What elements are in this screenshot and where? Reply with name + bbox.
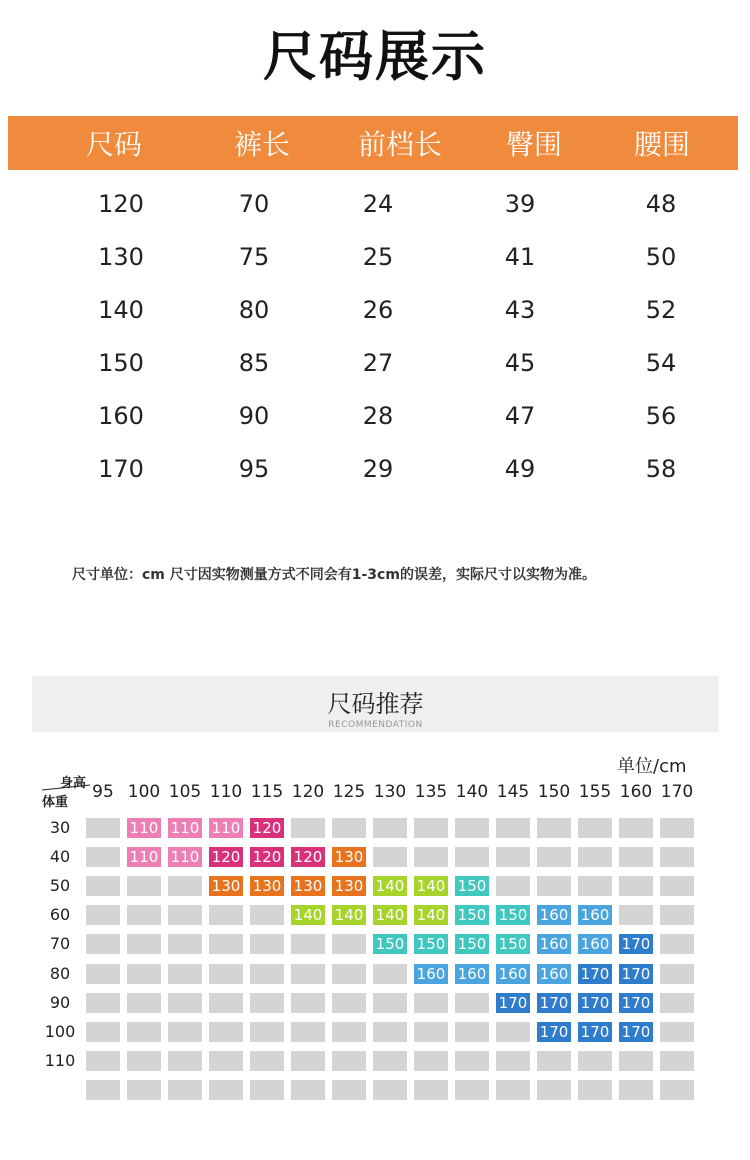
empty-cell bbox=[660, 876, 694, 896]
weight-label: 110 bbox=[44, 1050, 76, 1070]
empty-cell bbox=[291, 1022, 325, 1042]
header-size: 尺码 bbox=[86, 128, 143, 161]
empty-cell bbox=[373, 1051, 407, 1071]
table-cell: 85 bbox=[238, 348, 270, 377]
height-label: 120 bbox=[291, 782, 325, 802]
size-cell-170: 170 bbox=[537, 1022, 571, 1042]
table-row bbox=[8, 177, 738, 230]
empty-cell bbox=[127, 964, 161, 984]
empty-cell bbox=[578, 818, 612, 838]
size-cell-170: 170 bbox=[496, 993, 530, 1013]
empty-cell bbox=[373, 1080, 407, 1100]
empty-cell bbox=[291, 993, 325, 1013]
size-cell-160: 160 bbox=[537, 964, 571, 984]
weight-label: 60 bbox=[49, 905, 71, 925]
empty-cell bbox=[537, 876, 571, 896]
table-cell: 39 bbox=[504, 189, 536, 218]
empty-cell bbox=[291, 818, 325, 838]
empty-cell bbox=[250, 934, 284, 954]
size-cell-150: 150 bbox=[373, 934, 407, 954]
empty-cell bbox=[127, 1022, 161, 1042]
weight-label: 50 bbox=[49, 876, 71, 896]
empty-cell bbox=[578, 1080, 612, 1100]
header-hip: 臀围 bbox=[506, 128, 563, 161]
table-cell: 54 bbox=[645, 348, 677, 377]
empty-cell bbox=[168, 993, 202, 1013]
table-cell: 50 bbox=[645, 242, 677, 271]
size-cell-160: 160 bbox=[578, 934, 612, 954]
empty-cell bbox=[332, 934, 366, 954]
empty-cell bbox=[455, 993, 489, 1013]
size-cell-160: 160 bbox=[537, 905, 571, 925]
empty-cell bbox=[86, 876, 120, 896]
empty-cell bbox=[537, 1080, 571, 1100]
height-label: 100 bbox=[127, 782, 161, 802]
empty-cell bbox=[619, 1080, 653, 1100]
empty-cell bbox=[168, 1080, 202, 1100]
size-cell-130: 130 bbox=[332, 876, 366, 896]
table-cell: 28 bbox=[362, 401, 394, 430]
empty-cell bbox=[209, 1080, 243, 1100]
empty-cell bbox=[455, 847, 489, 867]
recommendation-subtitle: RECOMMENDATION bbox=[328, 720, 423, 730]
size-cell-110: 110 bbox=[127, 818, 161, 838]
size-cell-170: 170 bbox=[619, 934, 653, 954]
empty-cell bbox=[209, 1051, 243, 1071]
empty-cell bbox=[414, 818, 448, 838]
empty-cell bbox=[86, 847, 120, 867]
empty-cell bbox=[660, 847, 694, 867]
table-row bbox=[8, 389, 738, 442]
height-label: 110 bbox=[209, 782, 243, 802]
table-cell: 25 bbox=[362, 242, 394, 271]
size-cell-130: 130 bbox=[209, 876, 243, 896]
empty-cell bbox=[86, 905, 120, 925]
size-cell-140: 140 bbox=[291, 905, 325, 925]
size-cell-130: 130 bbox=[250, 876, 284, 896]
size-cell-170: 170 bbox=[537, 993, 571, 1013]
size-cell-160: 160 bbox=[414, 964, 448, 984]
height-label: 95 bbox=[92, 782, 114, 802]
empty-cell bbox=[414, 1080, 448, 1100]
table-cell: 120 bbox=[98, 189, 144, 218]
empty-cell bbox=[455, 818, 489, 838]
table-cell: 26 bbox=[362, 295, 394, 324]
size-table-body bbox=[8, 177, 738, 495]
empty-cell bbox=[332, 964, 366, 984]
empty-cell bbox=[496, 876, 530, 896]
size-cell-170: 170 bbox=[619, 1022, 653, 1042]
empty-cell bbox=[168, 905, 202, 925]
empty-cell bbox=[496, 818, 530, 838]
empty-cell bbox=[619, 876, 653, 896]
empty-cell bbox=[373, 1022, 407, 1042]
table-cell: 43 bbox=[504, 295, 536, 324]
corner-height-label: 身高 bbox=[59, 776, 86, 791]
table-cell: 27 bbox=[362, 348, 394, 377]
empty-cell bbox=[250, 1022, 284, 1042]
empty-cell bbox=[537, 847, 571, 867]
table-cell: 160 bbox=[98, 401, 144, 430]
empty-cell bbox=[578, 876, 612, 896]
empty-cell bbox=[537, 818, 571, 838]
table-cell: 170 bbox=[98, 454, 144, 483]
empty-cell bbox=[291, 964, 325, 984]
empty-cell bbox=[86, 934, 120, 954]
size-cell-140: 140 bbox=[414, 876, 448, 896]
empty-cell bbox=[414, 993, 448, 1013]
empty-cell bbox=[660, 818, 694, 838]
recommendation-title: 尺码推荐 bbox=[327, 690, 424, 718]
table-cell: 47 bbox=[504, 401, 536, 430]
weight-label: 70 bbox=[49, 934, 71, 954]
empty-cell bbox=[291, 1080, 325, 1100]
size-cell-150: 150 bbox=[414, 934, 448, 954]
table-cell: 29 bbox=[362, 454, 394, 483]
empty-cell bbox=[373, 847, 407, 867]
empty-cell bbox=[332, 1080, 366, 1100]
table-cell: 56 bbox=[645, 401, 677, 430]
table-cell: 49 bbox=[504, 454, 536, 483]
empty-cell bbox=[332, 1022, 366, 1042]
empty-cell bbox=[127, 993, 161, 1013]
empty-cell bbox=[86, 1022, 120, 1042]
table-cell: 90 bbox=[238, 401, 270, 430]
table-row bbox=[8, 283, 738, 336]
table-row bbox=[8, 230, 738, 283]
empty-cell bbox=[537, 1051, 571, 1071]
table-cell: 45 bbox=[504, 348, 536, 377]
size-cell-160: 160 bbox=[537, 934, 571, 954]
empty-cell bbox=[496, 1080, 530, 1100]
size-table-header bbox=[8, 116, 738, 170]
table-row bbox=[8, 336, 738, 389]
size-cell-130: 130 bbox=[291, 876, 325, 896]
empty-cell bbox=[496, 1051, 530, 1071]
recommendation-header bbox=[32, 676, 719, 732]
size-cell-160: 160 bbox=[496, 964, 530, 984]
table-cell: 150 bbox=[98, 348, 144, 377]
empty-cell bbox=[332, 818, 366, 838]
size-cell-110: 110 bbox=[127, 847, 161, 867]
weight-label: 30 bbox=[49, 818, 71, 837]
empty-cell bbox=[209, 964, 243, 984]
empty-cell bbox=[86, 964, 120, 984]
empty-cell bbox=[127, 1080, 161, 1100]
size-cell-120: 120 bbox=[209, 847, 243, 867]
empty-cell bbox=[168, 1051, 202, 1071]
empty-cell bbox=[127, 934, 161, 954]
empty-cell bbox=[619, 905, 653, 925]
size-cell-140: 140 bbox=[332, 905, 366, 925]
table-cell: 95 bbox=[238, 454, 270, 483]
empty-cell bbox=[619, 1051, 653, 1071]
size-cell-150: 150 bbox=[496, 934, 530, 954]
weight-label: 90 bbox=[49, 992, 71, 1012]
empty-cell bbox=[86, 818, 120, 838]
empty-cell bbox=[578, 847, 612, 867]
header-front-rise: 前档长 bbox=[358, 128, 443, 161]
empty-cell bbox=[660, 993, 694, 1013]
height-label: 155 bbox=[578, 782, 612, 802]
weight-label: 80 bbox=[49, 963, 71, 983]
table-cell: 80 bbox=[238, 295, 270, 324]
empty-cell bbox=[168, 934, 202, 954]
size-cell-170: 170 bbox=[578, 964, 612, 984]
empty-cell bbox=[250, 905, 284, 925]
height-label: 135 bbox=[414, 782, 448, 802]
size-cell-150: 150 bbox=[455, 934, 489, 954]
height-label: 125 bbox=[332, 782, 366, 802]
empty-cell bbox=[619, 818, 653, 838]
empty-cell bbox=[414, 1051, 448, 1071]
empty-cell bbox=[660, 1022, 694, 1042]
empty-cell bbox=[455, 1080, 489, 1100]
table-cell: 24 bbox=[362, 189, 394, 218]
size-cell-160: 160 bbox=[578, 905, 612, 925]
empty-cell bbox=[209, 934, 243, 954]
empty-cell bbox=[455, 1051, 489, 1071]
size-cell-170: 170 bbox=[578, 993, 612, 1013]
empty-cell bbox=[660, 1051, 694, 1071]
size-cell-170: 170 bbox=[578, 1022, 612, 1042]
table-cell: 58 bbox=[645, 454, 677, 483]
empty-cell bbox=[660, 1080, 694, 1100]
empty-cell bbox=[619, 847, 653, 867]
empty-cell bbox=[578, 1051, 612, 1071]
empty-cell bbox=[250, 964, 284, 984]
empty-cell bbox=[209, 1022, 243, 1042]
table-cell: 75 bbox=[238, 242, 270, 271]
empty-cell bbox=[496, 847, 530, 867]
empty-cell bbox=[209, 905, 243, 925]
size-cell-110: 110 bbox=[168, 847, 202, 867]
header-waist: 腰围 bbox=[634, 128, 691, 161]
table-cell: 70 bbox=[238, 189, 270, 218]
height-label: 145 bbox=[496, 782, 530, 802]
size-cell-120: 120 bbox=[250, 847, 284, 867]
empty-cell bbox=[660, 934, 694, 954]
empty-cell bbox=[414, 1022, 448, 1042]
page-title: 尺码展示 bbox=[263, 25, 487, 88]
empty-cell bbox=[332, 993, 366, 1013]
empty-cell bbox=[291, 934, 325, 954]
empty-cell bbox=[127, 1051, 161, 1071]
empty-cell bbox=[127, 905, 161, 925]
size-cell-130: 130 bbox=[332, 847, 366, 867]
size-cell-150: 150 bbox=[455, 876, 489, 896]
empty-cell bbox=[86, 1080, 120, 1100]
table-row bbox=[8, 442, 738, 495]
empty-cell bbox=[373, 993, 407, 1013]
empty-cell bbox=[414, 847, 448, 867]
height-label: 160 bbox=[619, 782, 653, 802]
empty-cell bbox=[250, 1051, 284, 1071]
empty-cell bbox=[127, 876, 161, 896]
empty-cell bbox=[168, 964, 202, 984]
empty-cell bbox=[209, 993, 243, 1013]
size-cell-170: 170 bbox=[619, 964, 653, 984]
weight-label: 40 bbox=[49, 847, 71, 867]
height-label: 115 bbox=[250, 782, 284, 802]
height-label: 130 bbox=[373, 782, 407, 802]
height-label: 170 bbox=[660, 782, 694, 802]
empty-cell bbox=[86, 1051, 120, 1071]
size-cell-150: 150 bbox=[496, 905, 530, 925]
table-cell: 140 bbox=[98, 295, 144, 324]
empty-cell bbox=[291, 1051, 325, 1071]
height-label: 105 bbox=[168, 782, 202, 802]
empty-cell bbox=[455, 1022, 489, 1042]
empty-cell bbox=[250, 1080, 284, 1100]
size-cell-140: 140 bbox=[373, 876, 407, 896]
weight-label: 100 bbox=[44, 1021, 76, 1041]
size-table bbox=[8, 116, 738, 495]
empty-cell bbox=[496, 1022, 530, 1042]
size-cell-170: 170 bbox=[619, 993, 653, 1013]
height-label: 150 bbox=[537, 782, 571, 802]
table-cell: 130 bbox=[98, 242, 144, 271]
table-cell: 48 bbox=[645, 189, 677, 218]
empty-cell bbox=[660, 905, 694, 925]
size-cell-160: 160 bbox=[455, 964, 489, 984]
empty-cell bbox=[373, 818, 407, 838]
table-cell: 41 bbox=[504, 242, 536, 271]
size-cell-140: 140 bbox=[373, 905, 407, 925]
empty-cell bbox=[168, 876, 202, 896]
empty-cell bbox=[86, 993, 120, 1013]
header-pants-length: 裤长 bbox=[234, 128, 291, 161]
table-cell: 52 bbox=[645, 295, 677, 324]
empty-cell bbox=[332, 1051, 366, 1071]
size-cell-150: 150 bbox=[455, 905, 489, 925]
corner-weight-label: 体重 bbox=[42, 795, 69, 810]
measurement-note: 尺寸单位：cm 尺寸因实物测量方式不同会有1-3cm的误差，实际尺寸以实物为准。 bbox=[72, 567, 596, 583]
size-cell-110: 110 bbox=[209, 818, 243, 838]
size-cell-140: 140 bbox=[414, 905, 448, 925]
empty-cell bbox=[660, 964, 694, 984]
unit-label: 单位/cm bbox=[617, 756, 687, 777]
empty-cell bbox=[250, 993, 284, 1013]
height-label: 140 bbox=[455, 782, 489, 802]
size-cell-120: 120 bbox=[291, 847, 325, 867]
size-cell-120: 120 bbox=[250, 818, 284, 838]
empty-cell bbox=[168, 1022, 202, 1042]
size-cell-110: 110 bbox=[168, 818, 202, 838]
empty-cell bbox=[373, 964, 407, 984]
